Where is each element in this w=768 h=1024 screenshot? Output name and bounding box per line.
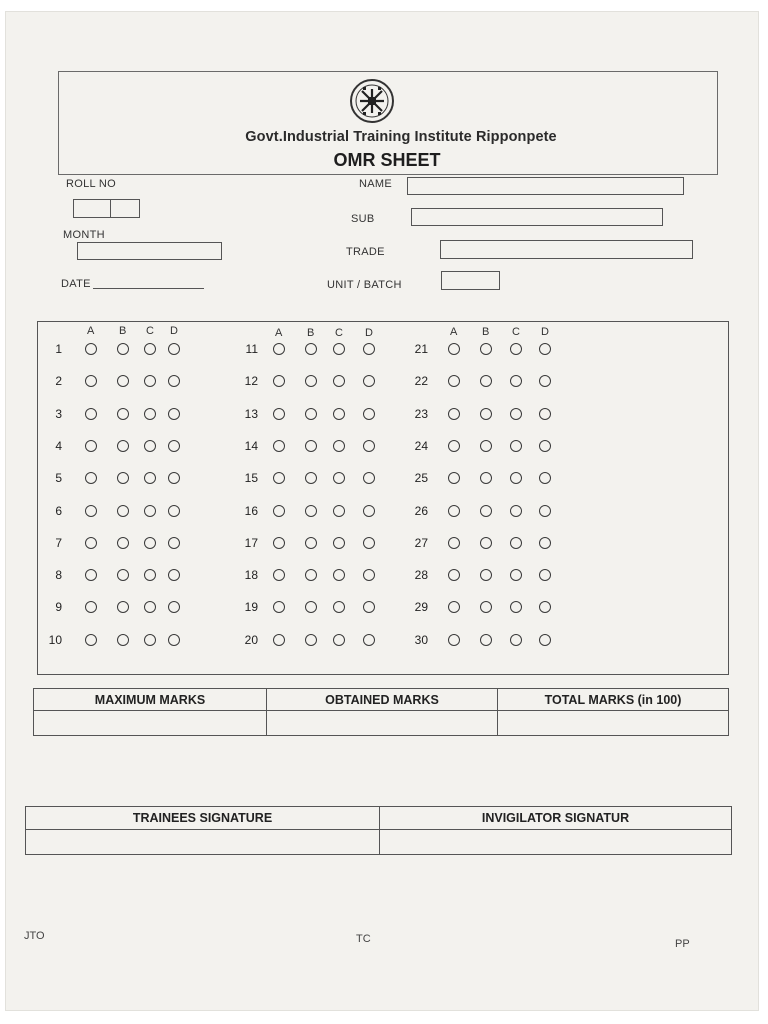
answer-bubble-q16-c[interactable] <box>333 505 345 517</box>
option-header-b: B <box>307 327 315 339</box>
question-number-17: 17 <box>244 535 258 550</box>
question-number-26: 26 <box>414 503 428 518</box>
answer-bubble-q8-b[interactable] <box>117 569 129 581</box>
answer-bubble-q27-a[interactable] <box>448 537 460 549</box>
question-number-5: 5 <box>55 471 62 486</box>
answer-bubble-q6-b[interactable] <box>117 505 129 517</box>
answer-bubble-q20-a[interactable] <box>273 634 285 646</box>
question-number-21: 21 <box>414 342 428 356</box>
answer-bubble-q8-a[interactable] <box>85 569 97 581</box>
total-marks-header: TOTAL MARKS (in 100) <box>498 689 729 711</box>
answer-bubble-q16-d[interactable] <box>363 505 375 517</box>
answer-bubble-q3-a[interactable] <box>85 408 97 420</box>
question-number-14: 14 <box>244 438 258 453</box>
option-header-b: B <box>119 325 127 337</box>
answer-bubble-q30-b[interactable] <box>480 634 492 646</box>
question-number-3: 3 <box>55 406 62 421</box>
option-header-d: D <box>365 327 373 339</box>
question-number-15: 15 <box>244 471 258 486</box>
answer-bubble-q27-b[interactable] <box>480 537 492 549</box>
answer-bubble-q18-c[interactable] <box>333 569 345 581</box>
answer-bubble-q18-b[interactable] <box>305 569 317 581</box>
total-marks-cell[interactable] <box>498 711 729 736</box>
answer-bubble-q17-a[interactable] <box>273 537 285 549</box>
answer-bubble-q20-b[interactable] <box>305 634 317 646</box>
answer-bubble-q28-c[interactable] <box>510 569 522 581</box>
trainee-signature-cell[interactable] <box>26 830 380 855</box>
answer-bubble-q23-a[interactable] <box>448 408 460 420</box>
answer-bubble-q28-b[interactable] <box>480 569 492 581</box>
trainee-signature-header: TRAINEES SIGNATURE <box>26 807 380 830</box>
answer-bubble-q3-d[interactable] <box>168 408 180 420</box>
answer-bubble-q13-c[interactable] <box>333 408 345 420</box>
marks-table <box>33 688 729 736</box>
answer-bubble-q23-b[interactable] <box>480 408 492 420</box>
maximum-marks-cell[interactable] <box>34 711 267 736</box>
sub-label: SUB <box>351 213 375 225</box>
answer-bubble-q7-a[interactable] <box>85 537 97 549</box>
answer-bubble-q21-d[interactable] <box>539 343 551 355</box>
question-number-27: 27 <box>414 535 428 550</box>
answer-bubble-q10-a[interactable] <box>85 634 97 646</box>
option-header-b: B <box>482 326 490 338</box>
answer-bubble-q1-d[interactable] <box>168 343 180 355</box>
answer-bubble-q30-a[interactable] <box>448 634 460 646</box>
answer-bubble-q6-c[interactable] <box>144 505 156 517</box>
option-header-c: C <box>146 325 154 337</box>
institute-name: Govt.Industrial Training Institute Ripponpete <box>245 129 557 145</box>
answer-bubble-q7-b[interactable] <box>117 537 129 549</box>
question-number-30: 30 <box>414 632 428 647</box>
answer-bubble-q1-b[interactable] <box>117 343 129 355</box>
sheet-title: OMR SHEET <box>333 150 441 170</box>
institute-logo <box>343 77 401 127</box>
answer-bubble-q4-a[interactable] <box>85 440 97 452</box>
answer-bubble-q30-d[interactable] <box>539 634 551 646</box>
answer-bubble-q16-a[interactable] <box>273 505 285 517</box>
answer-bubble-q21-a[interactable] <box>448 343 460 355</box>
sub-box[interactable] <box>411 208 663 226</box>
answer-bubble-q24-c[interactable] <box>510 440 522 452</box>
obtained-marks-header: OBTAINED MARKS <box>267 689 498 711</box>
question-number-19: 19 <box>244 600 258 615</box>
footer-center-text: TC <box>356 933 371 945</box>
name-label: NAME <box>359 178 392 190</box>
question-number-24: 24 <box>414 438 428 453</box>
answer-grid <box>37 321 729 675</box>
answer-bubble-q23-d[interactable] <box>539 408 551 420</box>
answer-bubble-q7-c[interactable] <box>144 537 156 549</box>
month-box[interactable] <box>77 242 222 260</box>
answer-bubble-q18-d[interactable] <box>363 569 375 581</box>
answer-bubble-q7-d[interactable] <box>168 537 180 549</box>
answer-bubble-q20-c[interactable] <box>333 634 345 646</box>
question-number-10: 10 <box>48 632 62 647</box>
answer-bubble-q14-a[interactable] <box>273 440 285 452</box>
date-line[interactable] <box>93 288 204 289</box>
answer-bubble-q27-c[interactable] <box>510 537 522 549</box>
trade-label: TRADE <box>346 246 385 258</box>
answer-bubble-q13-b[interactable] <box>305 408 317 420</box>
answer-bubble-q4-b[interactable] <box>117 440 129 452</box>
answer-bubble-q17-c[interactable] <box>333 537 345 549</box>
answer-bubble-q4-c[interactable] <box>144 440 156 452</box>
answer-bubble-q24-a[interactable] <box>448 440 460 452</box>
answer-bubble-q21-c[interactable] <box>510 343 522 355</box>
question-number-20: 20 <box>244 632 258 647</box>
question-number-25: 25 <box>414 471 428 486</box>
question-number-7: 7 <box>55 535 62 550</box>
answer-bubble-q26-b[interactable] <box>480 505 492 517</box>
answer-bubble-q10-c[interactable] <box>144 634 156 646</box>
answer-bubble-q14-b[interactable] <box>305 440 317 452</box>
answer-bubble-q24-d[interactable] <box>539 440 551 452</box>
option-header-d: D <box>170 325 178 337</box>
answer-bubble-q14-d[interactable] <box>363 440 375 452</box>
invigilator-signature-header: INVIGILATOR SIGNATUR <box>380 807 732 830</box>
answer-bubble-q20-d[interactable] <box>363 634 375 646</box>
answer-bubble-q28-a[interactable] <box>448 569 460 581</box>
answer-bubble-q28-d[interactable] <box>539 569 551 581</box>
signature-table <box>25 806 732 855</box>
option-header-a: A <box>450 326 458 338</box>
answer-bubble-q11-c[interactable] <box>333 343 345 355</box>
roll-no-box-1[interactable] <box>73 199 111 218</box>
question-number-8: 8 <box>55 568 62 583</box>
question-number-28: 28 <box>414 568 428 583</box>
footer-left-text: JTO <box>24 930 45 942</box>
unit-batch-box[interactable] <box>441 271 500 290</box>
answer-bubble-q24-b[interactable] <box>480 440 492 452</box>
answer-bubble-q1-c[interactable] <box>144 343 156 355</box>
answer-bubble-q18-a[interactable] <box>273 569 285 581</box>
question-number-13: 13 <box>244 406 258 421</box>
question-number-11: 11 <box>245 342 258 356</box>
answer-bubble-q14-c[interactable] <box>333 440 345 452</box>
option-header-d: D <box>541 326 549 338</box>
answer-bubble-q8-c[interactable] <box>144 569 156 581</box>
answer-bubble-q6-d[interactable] <box>168 505 180 517</box>
question-number-18: 18 <box>244 568 258 583</box>
answer-bubble-q17-d[interactable] <box>363 537 375 549</box>
invigilator-signature-cell[interactable] <box>380 830 732 855</box>
month-label: MONTH <box>63 229 105 241</box>
answer-bubble-q4-d[interactable] <box>168 440 180 452</box>
option-header-c: C <box>335 327 343 339</box>
answer-bubble-q8-d[interactable] <box>168 569 180 581</box>
option-header-c: C <box>512 326 520 338</box>
answer-bubble-q3-b[interactable] <box>117 408 129 420</box>
answer-bubble-q1-a[interactable] <box>85 343 97 355</box>
answer-bubble-q16-b[interactable] <box>305 505 317 517</box>
answer-bubble-q30-c[interactable] <box>510 634 522 646</box>
maximum-marks-header: MAXIMUM MARKS <box>34 689 267 711</box>
question-number-12: 12 <box>244 374 258 389</box>
question-number-23: 23 <box>414 406 428 421</box>
answer-bubble-q27-d[interactable] <box>539 537 551 549</box>
name-box[interactable] <box>407 177 684 195</box>
answer-bubble-q11-a[interactable] <box>273 343 285 355</box>
footer-right-text: PP <box>675 938 690 950</box>
answer-bubble-q21-b[interactable] <box>480 343 492 355</box>
answer-bubble-q10-b[interactable] <box>117 634 129 646</box>
option-header-a: A <box>87 325 95 337</box>
question-number-22: 22 <box>414 374 428 389</box>
question-number-6: 6 <box>55 503 62 518</box>
answer-bubble-q17-b[interactable] <box>305 537 317 549</box>
option-header-a: A <box>275 327 283 339</box>
date-label: DATE <box>61 278 91 290</box>
answer-bubble-q23-c[interactable] <box>510 408 522 420</box>
question-number-29: 29 <box>414 600 428 615</box>
trade-box[interactable] <box>440 240 693 259</box>
question-number-9: 9 <box>55 600 62 615</box>
answer-bubble-q10-d[interactable] <box>168 634 180 646</box>
answer-bubble-q13-a[interactable] <box>273 408 285 420</box>
answer-bubble-q26-a[interactable] <box>448 505 460 517</box>
answer-bubble-q11-d[interactable] <box>363 343 375 355</box>
question-number-4: 4 <box>55 438 62 453</box>
roll-no-label: ROLL NO <box>66 178 116 190</box>
question-number-16: 16 <box>244 503 258 518</box>
answer-bubble-q11-b[interactable] <box>305 343 317 355</box>
answer-bubble-q26-d[interactable] <box>539 505 551 517</box>
answer-bubble-q6-a[interactable] <box>85 505 97 517</box>
question-number-2: 2 <box>55 374 62 389</box>
answer-bubble-q26-c[interactable] <box>510 505 522 517</box>
answer-bubble-q13-d[interactable] <box>363 408 375 420</box>
question-number-1: 1 <box>55 342 62 356</box>
unit-batch-label: UNIT / BATCH <box>327 279 402 291</box>
obtained-marks-cell[interactable] <box>267 711 498 736</box>
roll-no-box-2[interactable] <box>110 199 140 218</box>
answer-bubble-q3-c[interactable] <box>144 408 156 420</box>
